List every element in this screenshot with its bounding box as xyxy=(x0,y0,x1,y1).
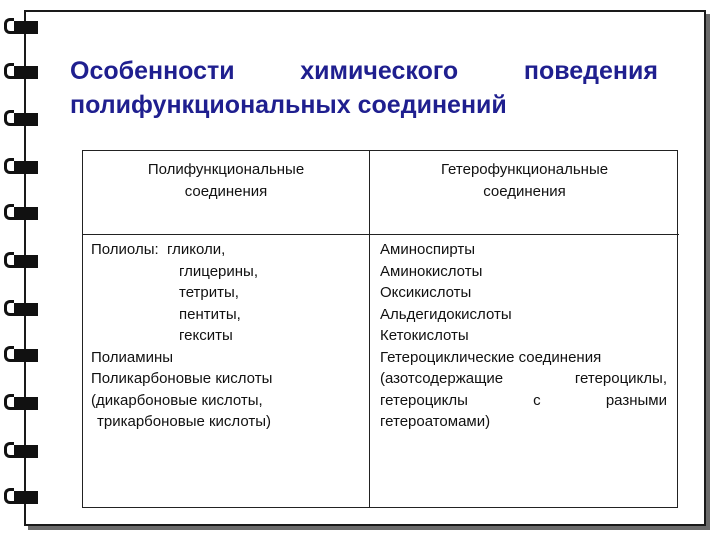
binder-ring-icon xyxy=(4,346,38,364)
heterofunctional-list xyxy=(370,235,679,507)
comparison-table xyxy=(82,150,678,508)
binder-ring-icon xyxy=(4,18,38,36)
header-polyfunctional: Полифункциональные соединения xyxy=(83,151,370,235)
list-item: Полиамины xyxy=(91,348,174,366)
list-item: гетероатомами) xyxy=(380,413,491,430)
binder-ring-icon xyxy=(4,63,38,81)
binder-ring-icon xyxy=(4,110,38,128)
list-item: Кетокислоты xyxy=(380,327,469,344)
list-item: Полиолы: гликоли, xyxy=(91,241,226,258)
polyfunctional-list xyxy=(83,235,370,507)
list-item: Гетероциклические соединения xyxy=(380,348,602,366)
binder-ring-icon xyxy=(4,300,38,318)
list-item: Оксикислоты xyxy=(380,284,472,301)
list-item: пентиты, xyxy=(179,305,241,323)
title-line-2: полифункциональных соединений xyxy=(70,91,507,119)
binder-ring-icon xyxy=(4,204,38,222)
list-item: глицерины, xyxy=(179,262,258,280)
list-item: Альдегидокислоты xyxy=(380,305,512,323)
list-item: гетероциклы с разными xyxy=(380,391,667,409)
binder-rings xyxy=(4,18,44,518)
title-line-1: Особенности химического поведения xyxy=(70,57,658,85)
binder-ring-icon xyxy=(4,442,38,460)
binder-ring-icon xyxy=(4,158,38,176)
list-item: трикарбоновые кислоты) xyxy=(97,413,272,430)
list-item: Поликарбоновые кислоты xyxy=(91,370,273,387)
binder-ring-icon xyxy=(4,394,38,412)
list-item: Аминоспирты xyxy=(380,241,475,258)
list-item: тетриты, xyxy=(179,284,239,301)
list-item: Аминокислоты xyxy=(380,262,483,280)
list-item: (азотсодержащие гетероциклы, xyxy=(380,370,667,387)
binder-ring-icon xyxy=(4,252,38,270)
page-title xyxy=(70,54,658,122)
header-heterofunctional: Гетерофункциональные соединения xyxy=(370,151,679,235)
list-item: гекситы xyxy=(179,327,233,344)
binder-ring-icon xyxy=(4,488,38,506)
list-item: (дикарбоновые кислоты, xyxy=(91,391,263,409)
